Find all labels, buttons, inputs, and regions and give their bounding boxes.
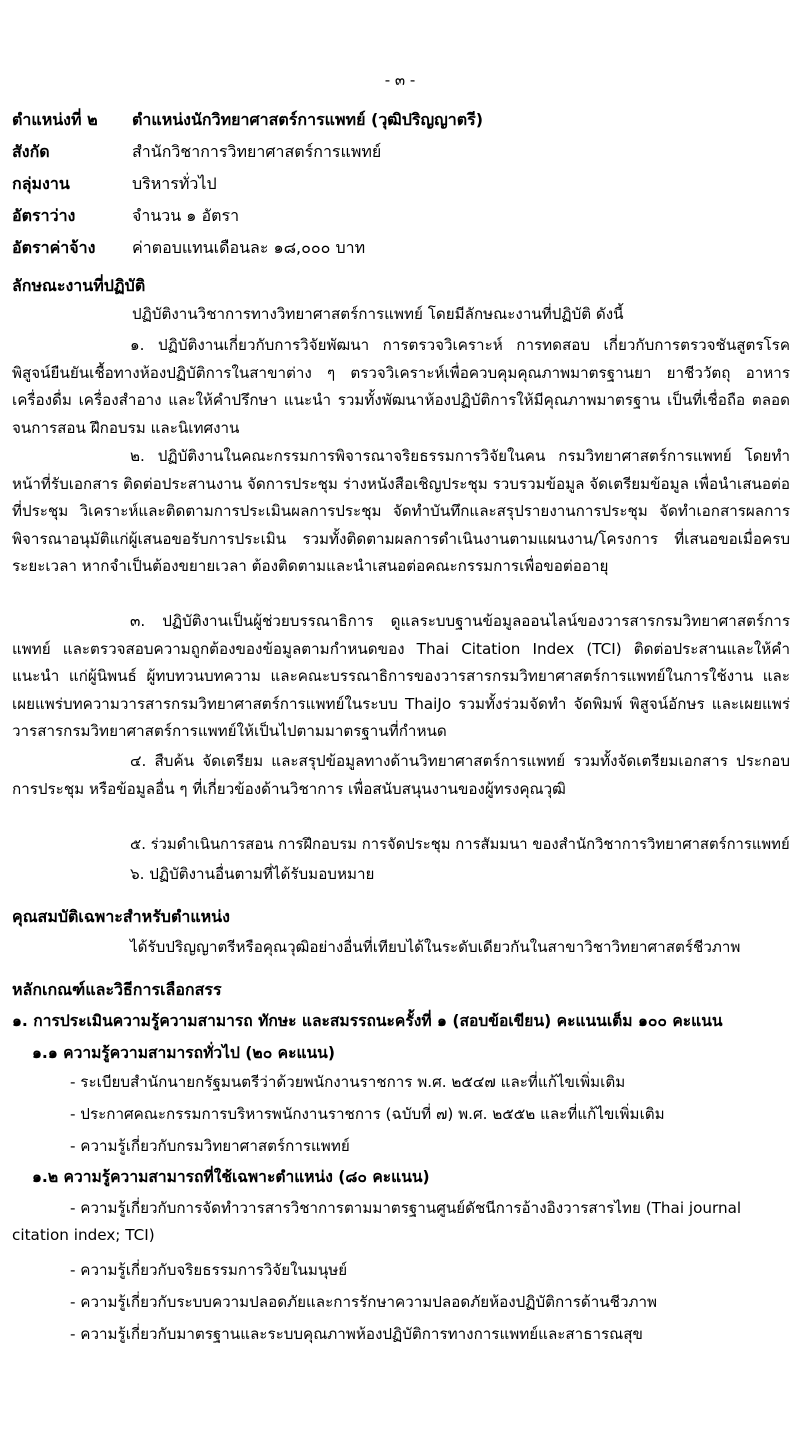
duty-item-3: ๓. ปฏิบัติงานเป็นผู้ช่วยบรรณาธิการ ดูแลระบบฐานข้อมูลออนไลน์ของวารสารกรมวิทยาศาสตร์การแพทย์ และตรวจสอบความถูกต้องของข้อมูลตามกำหนดของ Thai Citation Index (TCI) ติดต่อประสานและให้คำแนะนำ แก่ผู้นิพนธ์ ผู้ทบทวนบทความ และคณะบรรณาธิการของวารสารกรมวิทยาศาสตร์การแพทย์ในการใช้งาน และเผยแพร่บทความวารสารกรมวิทยาศาสตร์การแพทย์ในระบบ ThaiJo รวมทั้งร่วมจัดทำ จัดพิมพ์ พิสูจน์อักษร และเผยแพร่วารสารกรมวิทยาศาสตร์การแพทย์ให้เป็นไปตามมาตรฐานที่กำหนด	[12, 612, 790, 740]
duties-heading: ลักษณะงานที่ปฏิบัติ	[12, 276, 146, 295]
duties-intro: ปฏิบัติงานวิชาการทางวิทยาศาสตร์การแพทย์ โดยมีลักษณะงานที่ปฏิบัติ ดังนี้	[132, 305, 624, 323]
subsection-1-2-item-line1: - ความรู้เกี่ยวกับการจัดทำวารสารวิชาการตามมาตรฐานศูนย์ดัชนีการอ้างอิงวารสารไทย (Thai journal	[70, 1199, 742, 1217]
duty-item-2: ๒. ปฏิบัติงานในคณะกรรมการพิจารณาจริยธรรมการวิจัยในคน กรมวิทยาศาสตร์การแพทย์ โดยทำหน้าที่รับเอกสาร ติดต่อประสานงาน จัดการประชุม ร่างหนังสือเชิญประชุม รวบรวมข้อมูล จัดเตรียมข้อมูล เพื่อนำเสนอต่อที่ประชุม วิเคราะห์และติดตามการประเมินผลการประชุม จัดทำบันทึกและสรุปรายงานการประชุม จัดทำเอกสารผลการพิจารณาอนุมัติแก่ผู้เสนอขอรับการประเมิน รวมทั้งติดตามผลการดำเนินงานตามแผนงาน/โครงการ ที่เสนอขอเมื่อครบระยะเวลา หากจำเป็นต้องขยายเวลา ต้องติดตามและนำเสนอต่อคณะกรรมการเพื่อขอต่ออายุ	[12, 447, 790, 575]
vacancy-label: อัตราว่าง	[12, 206, 76, 225]
salary-value: ค่าตอบแทนเดือนละ ๑๘,๐๐๐ บาท	[132, 238, 366, 257]
subsection-1-1-item: - ความรู้เกี่ยวกับกรมวิทยาศาสตร์การแพทย์	[70, 1137, 350, 1155]
qualifications-heading: คุณสมบัติเฉพาะสำหรับตำแหน่ง	[12, 907, 230, 926]
qualifications-text: ได้รับปริญญาตรีหรือคุณวุฒิอย่างอื่นที่เทียบได้ในระดับเดียวกันในสาขาวิชาวิทยาศาสตร์ชีวภาพ	[130, 938, 741, 956]
subsection-1-1-item: - ประกาศคณะกรรมการบริหารพนักงานราชการ (ฉบับที่ ๗) พ.ศ. ๒๕๕๒ และที่แก้ไขเพิ่มเติม	[70, 1105, 665, 1123]
position-value: ตำแหน่งนักวิทยาศาสตร์การแพทย์ (วุฒิปริญญาตรี)	[132, 110, 484, 129]
subsection-1-2-item: - ความรู้เกี่ยวกับจริยธรรมการวิจัยในมนุษย์	[70, 1261, 348, 1279]
work-group-value: บริหารทั่วไป	[132, 174, 217, 193]
subsection-1-1-title: ๑.๑ ความรู้ความสามารถทั่วไป (๒๐ คะแนน)	[32, 1044, 335, 1062]
affiliation-value: สำนักวิชาการวิทยาศาสตร์การแพทย์	[132, 142, 382, 161]
position-label: ตำแหน่งที่ ๒	[12, 110, 98, 129]
selection-heading: หลักเกณฑ์และวิธีการเลือกสรร	[12, 980, 222, 999]
work-group-label: กลุ่มงาน	[12, 174, 70, 193]
affiliation-label: สังกัด	[12, 142, 50, 161]
duty-item-6: ๖. ปฏิบัติงานอื่นตามที่ได้รับมอบหมาย	[130, 865, 375, 883]
subsection-1-2-title: ๑.๒ ความรู้ความสามารถที่ใช้เฉพาะตำแหน่ง (๘๐ คะแนน)	[32, 1168, 430, 1186]
vacancy-value: จำนวน ๑ อัตรา	[132, 206, 240, 225]
duty-item-1: ๑. ปฏิบัติงานเกี่ยวกับการวิจัยพัฒนา การตรวจวิเคราะห์ การทดสอบ เกี่ยวกับการตรวจชันสูตรโรค พิสูจน์ยืนยันเชื้อทางห้องปฏิบัติการในสาขาต่าง ๆ ตรวจวิเคราะห์เพื่อควบคุมคุณภาพมาตรฐานยา ยาชีววัตถุ อาหาร เครื่องดื่ม เครื่องสำอาง และให้คำปรึกษา แนะนำ รวมทั้งพัฒนาห้องปฏิบัติการให้มีคุณภาพมาตรฐาน เป็นที่เชื่อถือ ตลอดจนการสอน ฝึกอบรม และนิเทศงาน	[12, 336, 790, 437]
selection-section-1: ๑. การประเมินความรู้ความสามารถ ทักษะ และสมรรถนะครั้งที่ ๑ (สอบข้อเขียน) คะแนนเต็ม ๑๐๐ คะแนน	[12, 1012, 723, 1030]
page-number: - ๓ -	[384, 71, 416, 89]
duty-item-5: ๕. ร่วมดำเนินการสอน การฝึกอบรม การจัดประชุม การสัมมนา ของสำนักวิชาการวิทยาศาสตร์การแพทย์	[130, 836, 790, 853]
duty-item-4: ๔. สืบค้น จัดเตรียม และสรุปข้อมูลทางด้านวิทยาศาสตร์การแพทย์ รวมทั้งจัดเตรียมเอกสาร ประกอบการประชุม หรือข้อมูลอื่น ๆ ที่เกี่ยวข้องด้านวิชาการ เพื่อสนับสนุนงานของผู้ทรงคุณวุฒิ	[12, 752, 790, 798]
subsection-1-2-item: - ความรู้เกี่ยวกับมาตรฐานและระบบคุณภาพห้องปฏิบัติการทางการแพทย์และสาธารณสุข	[70, 1325, 643, 1343]
salary-label: อัตราค่าจ้าง	[12, 238, 96, 257]
subsection-1-2-item-line2: citation index; TCI)	[12, 1226, 155, 1244]
subsection-1-2-item: - ความรู้เกี่ยวกับระบบความปลอดภัยและการรักษาความปลอดภัยห้องปฏิบัติการด้านชีวภาพ	[70, 1293, 658, 1311]
subsection-1-1-item: - ระเบียบสำนักนายกรัฐมนตรีว่าด้วยพนักงานราชการ พ.ศ. ๒๕๔๗ และที่แก้ไขเพิ่มเติม	[70, 1073, 626, 1091]
